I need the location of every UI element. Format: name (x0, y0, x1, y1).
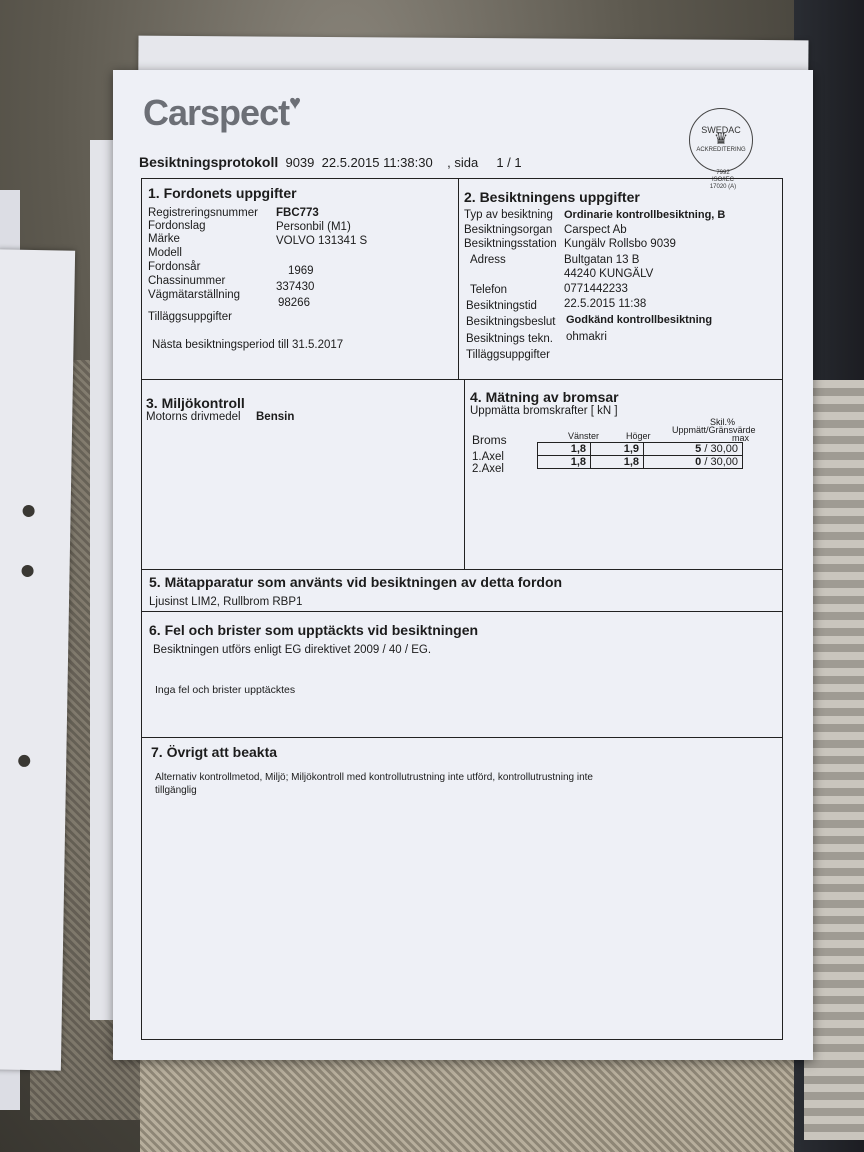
fuel-value: Bensin (256, 411, 295, 423)
page-value: 1 / 1 (496, 155, 522, 170)
protocol-frame (141, 178, 783, 1040)
section5-text: Ljusinst LIM2, Rullbrom RBP1 (149, 596, 303, 608)
divider-horizontal-3 (142, 611, 782, 612)
axle2-limit: / 30,00 (704, 456, 738, 468)
seal-text-bottom: ACKREDITERING (696, 147, 746, 153)
diff-col-header-1: Skil.% (710, 417, 736, 427)
make-label: Märke (148, 233, 180, 245)
odometer-value: 98266 (278, 297, 310, 309)
section1-title: 1. Fordonets uppgifter (148, 185, 297, 201)
protocol-datetime: 22.5.2015 11:38:30 (321, 155, 433, 170)
fuel-label: Motorns drivmedel (146, 411, 241, 423)
brake-table (537, 442, 743, 469)
page-label: , sida (447, 155, 479, 170)
protocol-title: Besiktningsprotokoll (139, 154, 279, 170)
axle1-limit: / 30,00 (704, 443, 738, 455)
axle2-diff (644, 456, 743, 469)
address-label: Adress (470, 254, 506, 266)
axle1-diff (644, 443, 743, 456)
section7-text-line1: Alternativ kontrollmetod, Miljö; Miljökontroll med kontrollutrustning inte utförd, kontrollutrustning inte (155, 772, 593, 783)
inspection-time-label: Besiktningstid (466, 300, 537, 312)
vehicle-class-label: Fordonslag (148, 220, 206, 232)
section6-text1: Besiktningen utförs enligt EG direktivet 2009 / 40 / EG. (153, 644, 432, 656)
make-value: VOLVO 131341 S (276, 235, 368, 247)
swedac-seal-icon (689, 108, 753, 172)
axle1-measured: 5 (695, 443, 702, 455)
chassis-value: 337430 (276, 281, 315, 293)
extra2-label: Tilläggsuppgifter (466, 349, 550, 361)
punch-hole (21, 565, 33, 577)
diff-col-header-3: max (732, 433, 750, 443)
protocol-number: 9039 (285, 155, 315, 170)
phone-value: 0771442233 (564, 283, 628, 295)
postal-value: 44240 KUNGÄLV (564, 268, 654, 280)
chassis-label: Chassinummer (148, 275, 226, 287)
decision-label: Besiktningsbeslut (466, 316, 556, 328)
station-value: Kungälv Rollsbo 9039 (564, 238, 676, 250)
table-row (538, 443, 743, 456)
punch-hole (18, 755, 30, 767)
axle2-label: 2.Axel (472, 463, 504, 475)
vehicle-class-value: Personbil (M1) (276, 221, 351, 233)
inspection-body-value: Carspect Ab (564, 224, 627, 236)
seal-standard: ISO/IEC 17020 (A) (709, 177, 737, 190)
axle1-label: 1.Axel (472, 451, 504, 463)
extra-info-label: Tilläggsuppgifter (148, 311, 232, 323)
section2-title: 2. Besiktningens uppgifter (464, 189, 640, 205)
next-period: Nästa besiktningsperiod till 31.5.2017 (152, 339, 344, 351)
year-value: 1969 (288, 265, 314, 277)
divider-horizontal-1 (142, 379, 782, 380)
protocol-header (139, 154, 522, 170)
year-label: Fordonsår (148, 261, 201, 273)
inspection-body-label: Besiktningsorgan (464, 224, 553, 236)
section7-title: 7. Övrigt att beakta (151, 744, 278, 760)
floor-mat (804, 380, 864, 1140)
axle2-left: 1,8 (538, 456, 591, 469)
table-row (538, 456, 743, 469)
section7-text-line2: tillgänglig (155, 785, 197, 796)
divider-horizontal-4 (142, 737, 782, 738)
section3-title: 3. Miljökontroll (146, 395, 245, 411)
diff-col-header-2: Uppmätt/Gränsvärde (672, 425, 756, 435)
odometer-label: Vägmätarställning (148, 289, 241, 301)
seal-text-top: SWEDAC (701, 125, 741, 135)
divider-vertical-1 (458, 179, 459, 379)
seal-number: 7992 (716, 170, 730, 176)
station-label: Besiktningsstation (464, 238, 557, 250)
heart-icon: ♥ (289, 92, 300, 114)
section6-text2: Inga fel och brister upptäcktes (155, 684, 296, 696)
divider-horizontal-2 (142, 569, 782, 570)
axle1-left: 1,8 (538, 443, 591, 456)
decision-value: Godkänd kontrollbesiktning (566, 314, 713, 326)
section4-title: 4. Mätning av bromsar (470, 389, 619, 405)
axle1-right: 1,9 (591, 443, 644, 456)
phone-label: Telefon (470, 284, 508, 296)
carspect-logo: Carspect♥ (143, 92, 300, 133)
address-value: Bultgatan 13 B (564, 254, 640, 266)
reg-value: FBC773 (276, 207, 319, 219)
reg-label: Registreringsnummer (148, 207, 258, 219)
inspection-time-value: 22.5.2015 11:38 (564, 298, 647, 310)
section5-title: 5. Mätapparatur som använts vid besiktningen av detta fordon (149, 574, 563, 590)
brake-col-header: Broms (472, 433, 507, 447)
left-col-header: Vänster (568, 431, 600, 441)
technician-value: ohmakri (566, 331, 607, 343)
divider-vertical-2 (464, 379, 465, 569)
right-col-header: Höger (626, 431, 651, 441)
inspection-type-value: Ordinarie kontrollbesiktning, B (564, 209, 726, 221)
inspection-type-label: Typ av besiktning (464, 209, 553, 221)
axle2-measured: 0 (695, 456, 702, 468)
section6-title: 6. Fel och brister som upptäckts vid besiktningen (149, 622, 479, 638)
punch-hole (22, 505, 34, 517)
section4-subtitle: Uppmätta bromskrafter [ kN ] (470, 405, 618, 417)
axle2-right: 1,8 (591, 456, 644, 469)
inspection-protocol-sheet (113, 70, 813, 1060)
model-label: Modell (148, 247, 182, 259)
crown-icon: ♛ (713, 131, 729, 148)
technician-label: Besiktnings tekn. (466, 333, 553, 345)
